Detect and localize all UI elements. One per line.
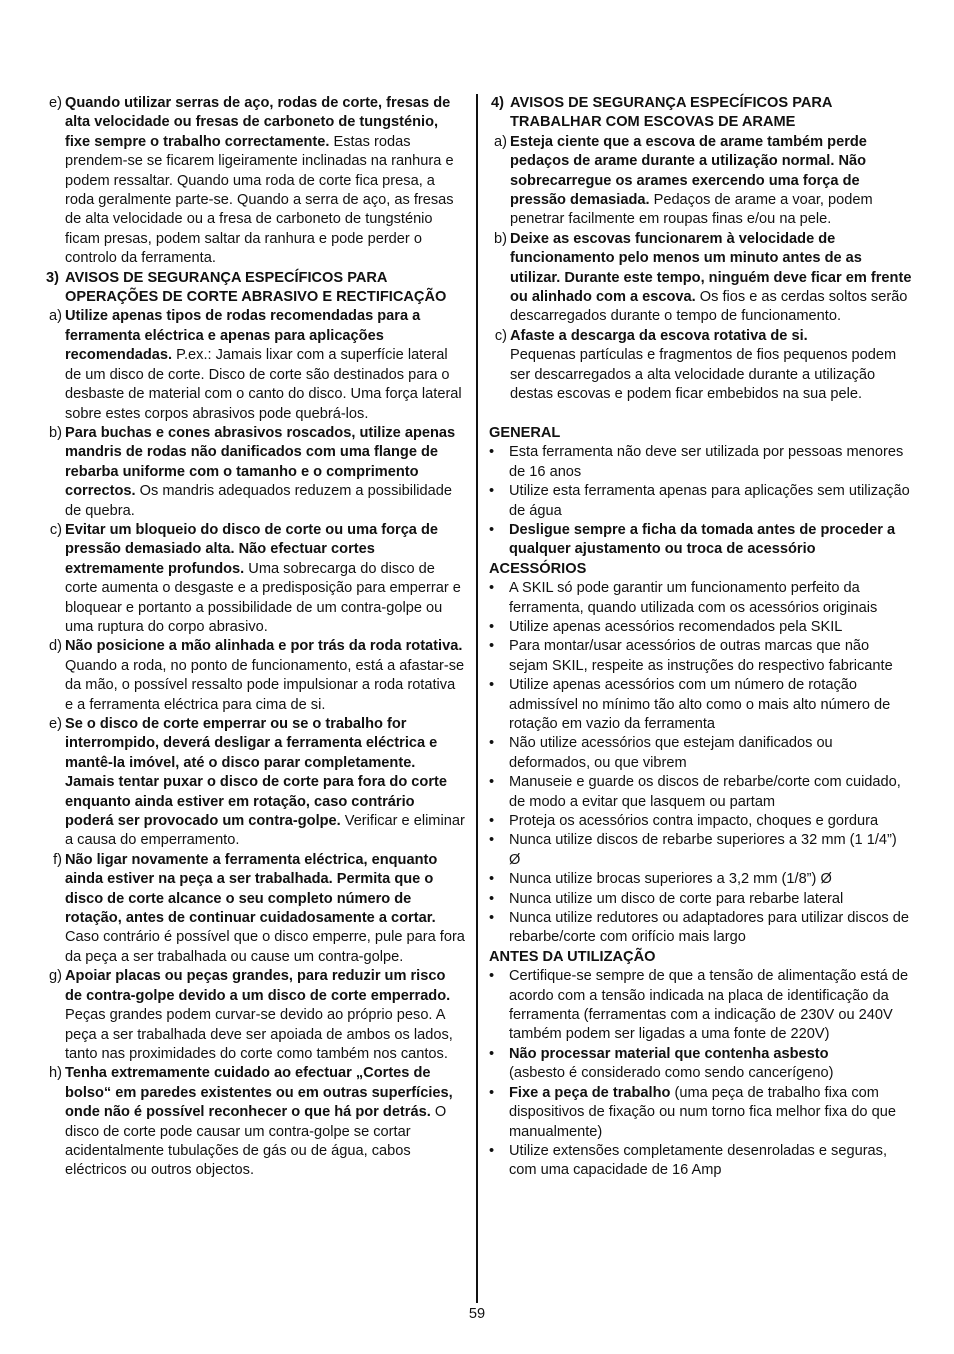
- item-marker: e): [49, 716, 62, 732]
- instruction-h-pocket-cuts: [44, 1064, 465, 1180]
- instruction-bold: Se o disco de corte emperrar ou se o trabalho for interrompido, deverá desligar a ferramenta eléctrica e mantê-la imóvel, até o disco parar completamente. Jamais tentar puxar o disco de corte para fora do corte enquanto ainda estiver em rotação, caso contrário poderá ser provocado um contra-golpe.: [65, 716, 447, 830]
- list-item: [489, 831, 912, 870]
- instruction-bold: Utilize apenas tipos de rodas recomendadas para a ferramenta eléctrica e apenas para aplicações recomendadas.: [65, 308, 421, 364]
- section-3-heading: [44, 269, 465, 308]
- instruction-text: Pequenas partículas e fragmentos de fios pequenos podem ser descarregados a alta velocidade durante a utilização destas escovas e podem ficar embebidos na sua pele.: [510, 347, 897, 403]
- before-use-heading: ANTES DA UTILIZAÇÃO: [489, 948, 656, 965]
- instruction-c-avoid-jamming: [44, 521, 465, 637]
- list-item-text: (uma peça de trabalho fixa com dispositivos de fixação ou num torno fica melhor fixa do que manualmente): [509, 1084, 896, 1140]
- instruction-bold: Deixe as escovas funcionarem à velocidade de funcionamento pelo menos um minuto antes de as utilizar. Durante este tempo, ninguém deve ficar em frente ou alinhado com a escova.: [510, 230, 912, 306]
- instruction-b-run-brushes: [489, 230, 912, 327]
- list-item-text: Nunca utilize brocas superiores a 3,2 mm (1/8”) Ø: [509, 871, 832, 888]
- bullet-icon: •: [489, 910, 495, 927]
- bullet-icon: •: [489, 968, 495, 985]
- instruction-text: Uma sobrecarga do disco de corte aumenta o desgaste e a predisposição para emperrar e bloquear e portanto a possibilidade de um contra-golpe ou uma ruptura do corpo abrasivo.: [65, 560, 461, 635]
- instruction-bold: Não posicione a mão alinhada e por trás da roda rotativa.: [65, 638, 463, 655]
- list-item: [489, 443, 912, 482]
- bullet-icon: •: [489, 638, 495, 655]
- list-item: [489, 890, 912, 909]
- list-item-text: Proteja os acessórios contra impacto, choques e gordura: [509, 813, 879, 830]
- instruction-text: Verificar e eliminar a causa do emperramento.: [65, 813, 465, 849]
- list-item: [489, 1084, 912, 1142]
- right-column: [489, 94, 912, 1181]
- list-item-text: Não utilize acessórios que estejam danificados ou deformados, ou que vibrem: [509, 735, 833, 771]
- list-item-text: (asbesto é considerado como sendo cancerígeno): [509, 1065, 834, 1082]
- instruction-text: Os mandris adequados reduzem a possibilidade de quebra.: [65, 483, 452, 519]
- item-marker: g): [49, 968, 62, 985]
- bullet-icon: •: [489, 580, 495, 597]
- instruction-bold: Para buchas e cones abrasivos roscados, utilize apenas mandris de rodas não danificados com uma flange de rebarba uniforme com o tamanho e o comprimento correctos.: [65, 424, 456, 500]
- bullet-icon: •: [489, 521, 495, 538]
- bullet-icon: •: [489, 1084, 495, 1101]
- list-item-text: Utilize apenas acessórios com um número de rotação admissível no mínimo tão alto como o mais alto número de rotação em vazio da ferramenta: [509, 677, 891, 732]
- list-item-text: Nunca utilize redutores ou adaptadores para utilizar discos de rebarbe/corte com orifício mais largo: [509, 910, 909, 946]
- column-divider: [476, 94, 478, 1303]
- list-item: [489, 909, 912, 948]
- bullet-icon: •: [489, 444, 495, 461]
- accessories-heading: ACESSÓRIOS: [489, 560, 587, 577]
- instruction-text: Quando a roda, no ponto de funcionamento, está a afastar-se da mão, o possível ressalto pode impulsionar a roda rotativa e a ferramenta eléctrica para cima de si.: [65, 657, 465, 713]
- section-number: 4): [491, 95, 504, 111]
- section-title: AVISOS DE SEGURANÇA ESPECÍFICOS PARA OPERAÇÕES DE CORTE ABRASIVO E RECTIFICAÇÃO: [65, 269, 447, 306]
- bullet-icon: •: [489, 813, 495, 830]
- instruction-bold: Quando utilizar serras de aço, rodas de corte, fresas de alta velocidade ou fresas de carboneto de tungsténio, fixe sempre o trabalho correctamente.: [65, 95, 451, 150]
- list-item-bold: Não processar material que contenha asbesto: [509, 1045, 829, 1062]
- item-marker: c): [49, 521, 62, 538]
- list-item-text: Esta ferramenta não deve ser utilizada por pessoas menores de 16 anos: [509, 444, 904, 480]
- list-item: [489, 521, 912, 560]
- instruction-text: Estas rodas prendem-se se ficarem ligeiramente inclinadas na ranhura e podem ressaltar. Quando uma roda de corte fica presa, a roda geralmente parte-se. Quando a serra de aço, as fresas de alta velocidade ou a fresa de carboneto de tungsténio ficam presas, podem saltar da ranhura e pode perder o controlo da ferramenta.: [65, 133, 454, 267]
- list-item: [489, 812, 912, 831]
- list-item-text: Para montar/usar acessórios de outras marcas que não sejam SKIL, respeite as instruções do respectivo fabricante: [509, 638, 893, 674]
- list-item-text: Utilize esta ferramenta apenas para aplicações sem utilização de água: [509, 483, 910, 519]
- list-item: [489, 579, 912, 618]
- list-item-text: Utilize apenas acessórios recomendados pela SKIL: [509, 618, 843, 635]
- bullet-icon: •: [489, 618, 495, 635]
- instruction-text: Os fios e as cerdas soltos serão descarregados durante o tempo de funcionamento.: [510, 289, 908, 325]
- instruction-text: P.ex.: Jamais lixar com a superfície lateral de um disco de corte. Disco de corte são destinados para o desbaste de material com o canto do disco. Uma força lateral sobre estes corpos abrasivos pode quebrá-los.: [65, 347, 462, 422]
- item-marker: c): [494, 327, 507, 344]
- bullet-icon: •: [489, 483, 495, 500]
- page-number: 59: [468, 1306, 486, 1322]
- instruction-text: Peças grandes podem curvar-se devido ao próprio peso. A peça a ser trabalhada deve ser apoiada de ambos os lados, tanto nas proximidades do corte como também nos cantos.: [65, 1007, 453, 1062]
- spacer: [489, 405, 912, 424]
- item-marker: a): [494, 133, 507, 150]
- list-item-bold: Fixe a peça de trabalho: [509, 1084, 675, 1101]
- item-marker: e): [49, 95, 62, 111]
- list-item: [489, 1045, 912, 1084]
- item-marker: h): [49, 1065, 62, 1082]
- instruction-a-recommended-wheels: [44, 307, 465, 423]
- instruction-d-hand-position: [44, 637, 465, 715]
- bullet-icon: •: [489, 890, 495, 907]
- bullet-icon: •: [489, 1142, 495, 1159]
- section-4-heading: [489, 94, 912, 133]
- instruction-e-steel-saws: [44, 94, 465, 269]
- bullet-icon: •: [489, 735, 495, 752]
- item-marker: a): [49, 308, 62, 325]
- general-heading: GENERAL: [489, 424, 561, 441]
- instruction-bold: Afaste a descarga da escova rotativa de si.: [510, 327, 808, 344]
- instruction-text: Pedaços de arame a voar, podem penetrar facilmente em roupas finas e/ou na pele.: [510, 192, 873, 228]
- instruction-text: Caso contrário é possível que o disco emperre, pule para fora da peça a ser trabalhada ou cause um contra-golpe.: [65, 929, 465, 965]
- list-item-text: Desligue sempre a ficha da tomada antes de proceder a qualquer ajustamento ou troca de acessório: [509, 521, 896, 558]
- instruction-bold: Não ligar novamente a ferramenta eléctrica, enquanto ainda estiver na peça a ser trabalhada. Permita que o disco de corte alcance o seu completo número de rotação, antes de continuar cuidadosamente a cortar.: [65, 851, 438, 927]
- list-item: [489, 482, 912, 521]
- list-item-text: Utilize extensões completamente desenroladas e seguras, com uma capacidade de 16 Amp: [509, 1142, 888, 1179]
- section-title: AVISOS DE SEGURANÇA ESPECÍFICOS PARA TRABALHAR COM ESCOVAS DE ARAME: [510, 95, 832, 131]
- instruction-bold: Tenha extremamente cuidado ao efectuar „Cortes de bolso“ em paredes existentes ou em outras superfícies, onde não é possível reconhecer o que há por detrás.: [65, 1065, 453, 1121]
- instruction-bold: Esteja ciente que a escova de arame também perde pedaços de arame durante a utilização normal. Não sobrecarregue os arames exercendo uma força de pressão demasiada.: [510, 133, 867, 209]
- item-marker: d): [49, 638, 62, 655]
- instruction-f-restart: [44, 851, 465, 967]
- list-item-text: Nunca utilize um disco de corte para rebarbe lateral: [509, 890, 844, 907]
- list-item-text: Certifique-se sempre de que a tensão de alimentação está de acordo com a tensão indicada na placa de identificação da ferramenta (ferramentas com a indicação de 230V ou 240V também podem ser ligadas a uma fonte de 220V): [509, 968, 909, 1043]
- item-marker: f): [53, 851, 62, 868]
- list-item-text: Manuseie e guarde os discos de rebarbe/corte com cuidado, de modo a evitar que lasquem ou partam: [509, 774, 901, 810]
- instruction-bold: Evitar um bloqueio do disco de corte ou uma força de pressão demasiado alta. Não efectuar cortes extremamente profundos.: [65, 521, 439, 577]
- instruction-bold: Apoiar placas ou peças grandes, para reduzir um risco de contra-golpe devido a um disco de corte emperrado.: [65, 968, 451, 1004]
- list-item: [489, 637, 912, 676]
- list-item: [489, 773, 912, 812]
- bullet-icon: •: [489, 774, 495, 791]
- left-column: [44, 94, 465, 1181]
- bullet-icon: •: [489, 871, 495, 888]
- list-item: [489, 967, 912, 1045]
- instruction-g-support-panels: [44, 967, 465, 1064]
- bullet-icon: •: [489, 677, 495, 694]
- item-marker: b): [49, 424, 62, 441]
- instruction-a-wire-bristles: [489, 133, 912, 230]
- item-marker: b): [494, 230, 507, 247]
- bullet-icon: •: [489, 1045, 495, 1062]
- list-item: [489, 870, 912, 889]
- section-number: 3): [46, 269, 59, 286]
- bullet-icon: •: [489, 832, 495, 849]
- instruction-text: O disco de corte pode causar um contra-golpe se cortar acidentalmente tubulações de gás ou de água, cabos eléctricos ou outros objectos.: [65, 1104, 447, 1179]
- list-item: [489, 676, 912, 734]
- instruction-e-disc-jams: [44, 715, 465, 851]
- instruction-b-mandrels: [44, 424, 465, 521]
- list-item-text: A SKIL só pode garantir um funcionamento perfeito da ferramenta, quando utilizada com os acessórios originais: [509, 580, 878, 616]
- list-item: [489, 734, 912, 773]
- list-item-text: Nunca utilize discos de rebarbe superiores a 32 mm (1 1/4”) Ø: [509, 832, 897, 868]
- list-item: [489, 1142, 912, 1181]
- list-item: [489, 618, 912, 637]
- instruction-c-discharge: [489, 327, 912, 405]
